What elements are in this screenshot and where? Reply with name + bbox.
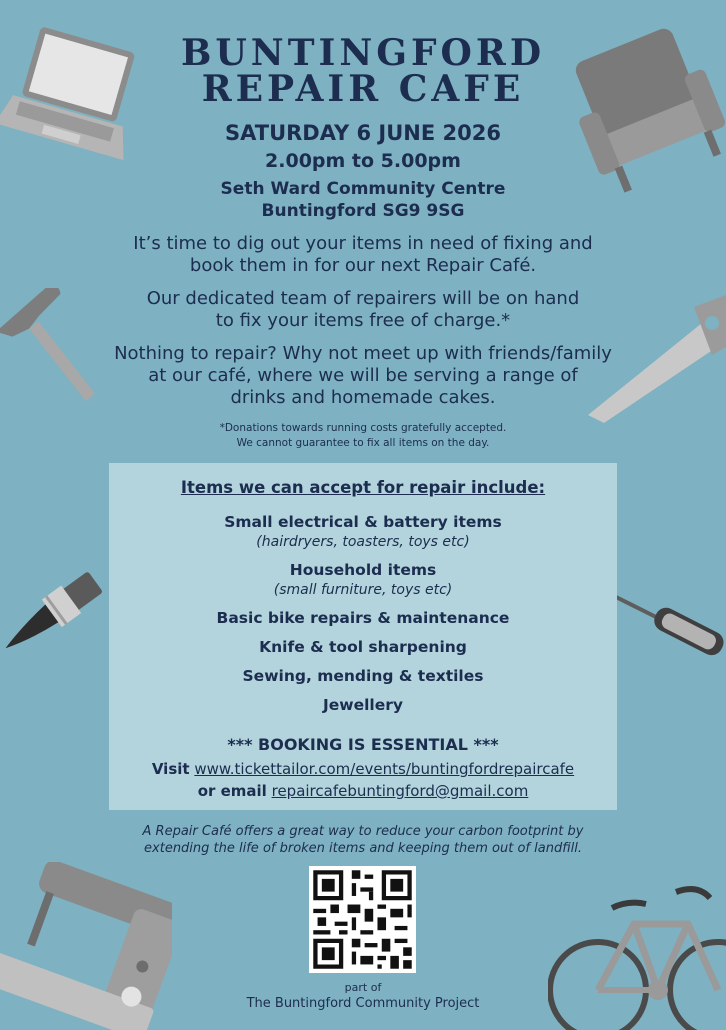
footer-line-2: extending the life of broken items and keeping them out of landfill.	[144, 841, 582, 856]
items-heading: Items we can accept for repair include:	[180, 478, 546, 497]
item-household: Household items	[289, 561, 437, 579]
intro-p3-l3: drinks and homemade cakes.	[230, 387, 496, 408]
footer-line-1: A Repair Café offers a great way to reduce your carbon footprint by	[142, 824, 584, 839]
project-name: The Buntingford Community Project	[246, 996, 480, 1011]
intro-p1-l2: book them in for our next Repair Café.	[189, 255, 537, 276]
venue-name: Seth Ward Community Centre	[220, 179, 506, 199]
intro-p3-l1: Nothing to repair? Why not meet up with friends/family	[114, 343, 612, 364]
item-sharpening: Knife & tool sharpening	[259, 638, 467, 656]
email-label: or email	[197, 782, 267, 800]
item-jewellery: Jewellery	[323, 696, 403, 714]
part-of-label: part of	[344, 981, 382, 994]
email-line	[0, 782, 726, 800]
title-line-1: BUNTINGFORD	[180, 32, 546, 74]
title-line-2: REPAIR CAFE	[201, 68, 525, 110]
item-sewing: Sewing, mending & textiles	[242, 667, 484, 685]
note-donations: *Donations towards running costs gratefully accepted.	[219, 422, 507, 434]
intro-p1-l1: It’s time to dig out your items in need of fixing and	[133, 233, 593, 254]
item-bike: Basic bike repairs & maintenance	[216, 609, 510, 627]
ticket-link[interactable]: www.tickettailor.com/events/buntingfordrepaircafe	[194, 760, 575, 778]
intro-p3-l2: at our café, where we will be serving a range of	[148, 365, 578, 386]
visit-label: Visit	[151, 760, 190, 778]
item-electrical-examples: (hairdryers, toasters, toys etc)	[256, 534, 470, 550]
intro-p2-l1: Our dedicated team of repairers will be on hand	[146, 288, 580, 309]
qr-code-icon[interactable]	[309, 866, 416, 973]
event-time: 2.00pm to 5.00pm	[265, 150, 461, 172]
intro-p2-l2: to fix your items free of charge.*	[215, 310, 511, 331]
email-link[interactable]: repaircafebuntingford@gmail.com	[271, 782, 529, 800]
event-date: SATURDAY 6 JUNE 2026	[225, 121, 501, 145]
venue-address: Buntingford SG9 9SG	[261, 201, 465, 221]
visit-line	[0, 760, 726, 778]
note-guarantee: We cannot guarantee to fix all items on the day.	[236, 437, 490, 449]
booking-essential: *** BOOKING IS ESSENTIAL ***	[227, 735, 499, 754]
item-household-examples: (small furniture, toys etc)	[273, 582, 453, 598]
item-electrical: Small electrical & battery items	[224, 513, 502, 531]
